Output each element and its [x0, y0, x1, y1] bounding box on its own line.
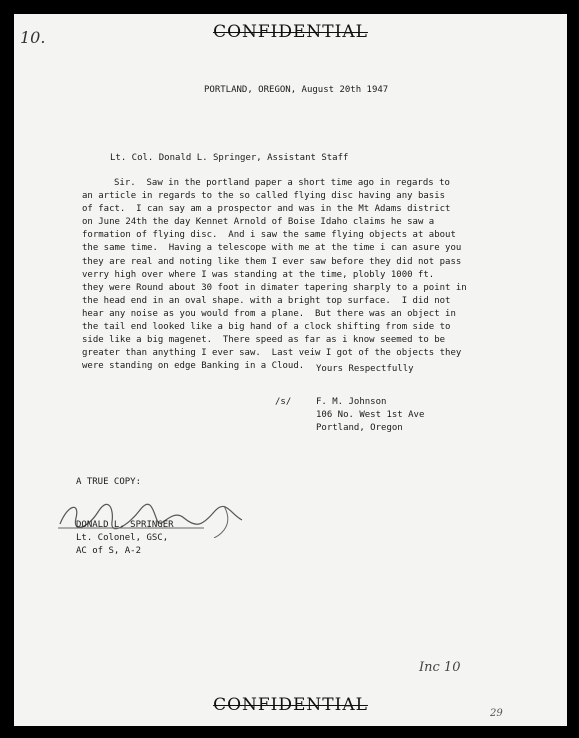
body-line: the tail end looked like a big hand of a clock shifting from side to: [82, 322, 451, 333]
body-line: side like a big magenet. There speed as far as i know seemed to be: [82, 335, 446, 346]
body-line: the head end in an oval shape. with a bright top surface. I did not: [82, 295, 451, 306]
body-line: the same time. Having a telescope with me at the time i can asure you: [82, 243, 462, 254]
body-line: Sir. Saw in the portland paper a short time ago in regards to: [114, 178, 450, 188]
confidential-stamp-top-text: CONFIDENTIAL: [213, 22, 368, 42]
body-line: greater than anything I ever saw. Last veiw I got of the objects they: [82, 348, 462, 359]
body-line: hear any noise as you would from a plane. But there was an object in: [82, 308, 456, 319]
true-copy-label: A TRUE COPY:: [76, 477, 142, 487]
document-page: [14, 14, 567, 726]
body-line: were standing on edge Banking in a Cloud.: [82, 361, 305, 372]
body-line: they were Round about 30 foot in dimater tapering sharply to a point in: [82, 282, 467, 293]
body-line: of fact. I can say am a prospector and was in the Mt Adams district: [82, 204, 451, 215]
body-line: verry high over where I was standing at the time, plobly 1000 ft.: [82, 269, 435, 280]
addressee: Lt. Col. Donald L. Springer, Assistant Staff: [110, 153, 349, 163]
page-number: 10.: [20, 28, 46, 47]
certifier-office: AC of S, A-2: [76, 546, 142, 556]
body-line: an article in regards to the so called flying disc having any basis: [82, 191, 446, 202]
sender-name: F. M. Johnson: [316, 397, 387, 407]
body-line: formation of flying disc. And i saw the same flying objects at about: [82, 230, 456, 241]
confidential-stamp-bottom-text: CONFIDENTIAL: [213, 695, 368, 715]
dateline: PORTLAND, OREGON, August 20th 1947: [204, 85, 389, 95]
closing: Yours Respectfully: [316, 364, 414, 374]
footer-number: 29: [490, 708, 503, 719]
handwritten-note: Inc 10: [419, 660, 461, 675]
signature-mark: /s/: [275, 397, 292, 407]
confidential-stamp-top: [14, 22, 567, 42]
confidential-stamp-bottom: [14, 695, 567, 715]
certifier-rank: Lt. Colonel, GSC,: [76, 533, 169, 543]
body-line: they are real and noting like them I ever saw before they did not pass: [82, 256, 462, 267]
letter-body: [82, 177, 467, 373]
sender-city: Portland, Oregon: [316, 423, 403, 433]
body-line: on June 24th the day Kennet Arnold of Boise Idaho claims he saw a: [82, 217, 435, 228]
certifier-name: DONALD L. SPRINGER: [76, 520, 174, 530]
sender-address: 106 No. West 1st Ave: [316, 410, 425, 420]
